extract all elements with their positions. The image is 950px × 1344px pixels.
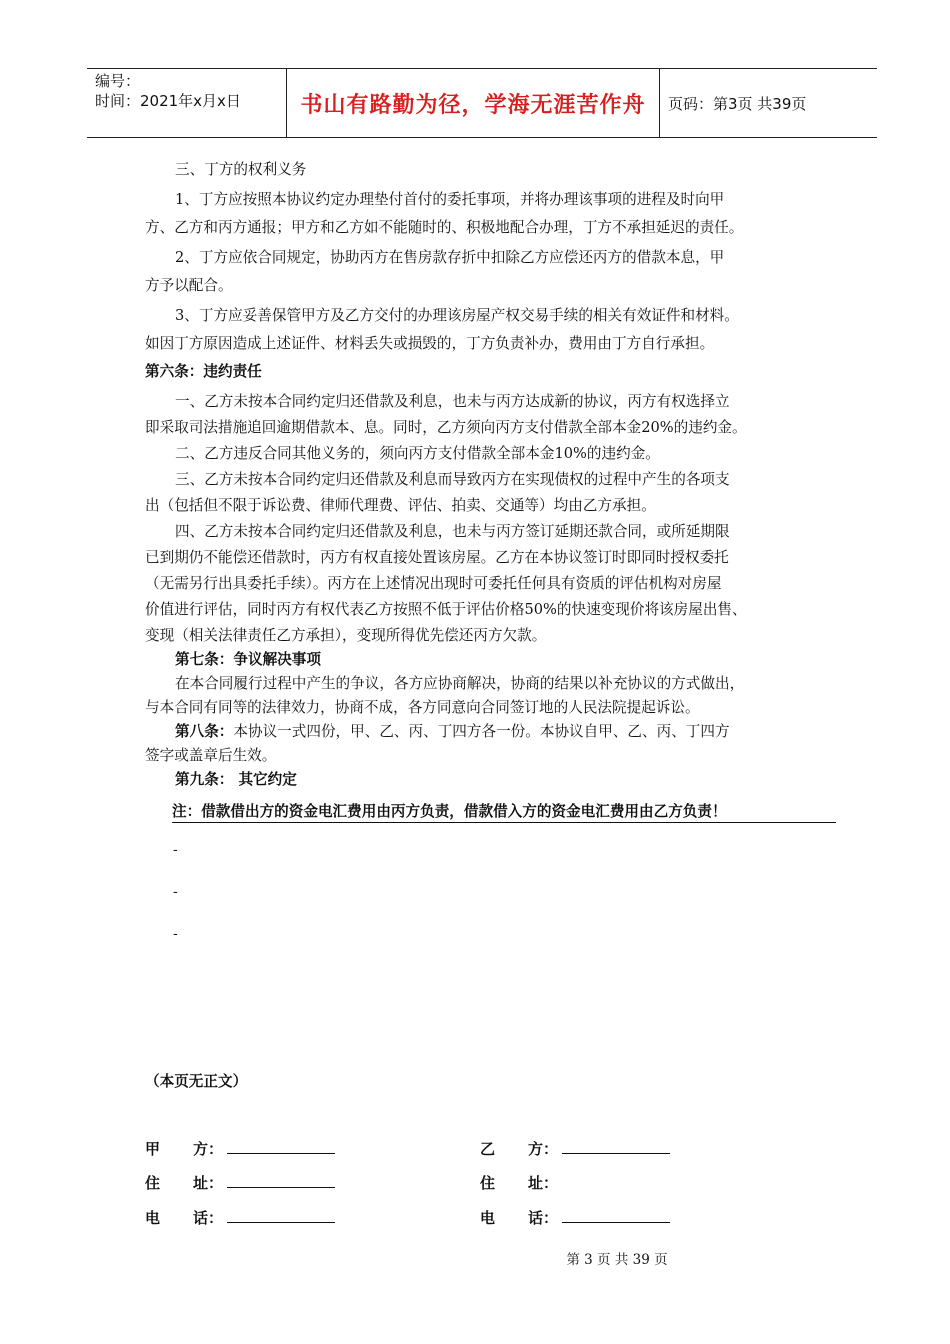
signature-phone-a: 电 话： bbox=[145, 1207, 335, 1228]
article-eight-text: 本协议一式四份，甲、乙、丙、丁四方各一份。本协议自甲、乙、丙、丁四方 bbox=[233, 723, 730, 740]
article-six-heading: 第六条：违约责任 bbox=[145, 363, 262, 380]
article-nine-heading: 第九条： 其它约定 bbox=[175, 771, 297, 788]
article-eight-line bbox=[175, 720, 730, 741]
paragraph-line: 三、乙方未按本合同约定归还借款及利息而导致丙方在实现债权的过程中产生的各项支 bbox=[175, 471, 730, 488]
page-header bbox=[87, 68, 877, 138]
party-b-blank bbox=[562, 1139, 670, 1154]
blank-line-marker: - bbox=[173, 884, 178, 900]
blank-line-marker: - bbox=[173, 926, 178, 942]
wire-fee-note: 注：借款借出方的资金电汇费用由丙方负责，借款借入方的资金电汇费用由乙方负责！ bbox=[172, 800, 836, 823]
article-seven-heading: 第七条：争议解决事项 bbox=[175, 651, 321, 668]
address-a-blank bbox=[227, 1173, 335, 1188]
phone-b-blank bbox=[562, 1208, 670, 1223]
signature-address-a: 住 址： bbox=[145, 1172, 335, 1193]
paragraph-line: 价值进行评估，同时丙方有权代表乙方按照不低于评估价格50%的快速变现价将该房屋出售、 bbox=[145, 601, 747, 618]
paragraph-line: 方予以配合。 bbox=[145, 277, 233, 294]
paragraph-line: 一、乙方未按本合同约定归还借款及利息，也未与丙方达成新的协议，丙方有权选择立 bbox=[175, 393, 730, 410]
header-motto: 书山有路勤为径，学海无涯苦作舟 bbox=[287, 69, 660, 137]
document-number: 编号： bbox=[95, 72, 141, 90]
paragraph-line: 如因丁方原因造成上述证件、材料丢失或损毁的，丁方负责补办，费用由丁方自行承担。 bbox=[145, 335, 715, 352]
paragraph-line: 签字或盖章后生效。 bbox=[145, 747, 277, 764]
party-a-blank bbox=[227, 1139, 335, 1154]
paragraph-line: 即采取司法措施追回逾期借款本、息。同时，乙方须向丙方支付借款全部本金20%的违约金。 bbox=[145, 419, 747, 436]
section-title-ding-rights: 三、丁方的权利义务 bbox=[175, 161, 307, 178]
paragraph-line: 1、丁方应按照本协议约定办理垫付首付的委托事项，并将办理该事项的进程及时向甲 bbox=[175, 191, 725, 208]
document-time: 时间：2021年x月x日 bbox=[95, 92, 241, 110]
paragraph-line: 二、乙方违反合同其他义务的，须向丙方支付借款全部本金10%的违约金。 bbox=[175, 445, 660, 462]
phone-a-blank bbox=[227, 1208, 335, 1223]
paragraph-line: （无需另行出具委托手续）。丙方在上述情况出现时可委托任何具有资质的评估机构对房屋 bbox=[145, 575, 722, 592]
paragraph-line: 四、乙方未按本合同约定归还借款及利息，也未与丙方签订延期还款合同，或所延期限 bbox=[175, 523, 730, 540]
header-page-number: 页码：第3页 共39页 bbox=[668, 94, 807, 113]
signature-party-b: 乙 方： bbox=[480, 1138, 670, 1159]
paragraph-line: 3、丁方应妥善保管甲方及乙方交付的办理该房屋产权交易手续的相关有效证件和材料。 bbox=[175, 307, 739, 324]
header-left bbox=[87, 69, 287, 137]
paragraph-line: 变现（相关法律责任乙方承担），变现所得优先偿还丙方欠款。 bbox=[145, 627, 547, 644]
paragraph-line: 方、乙方和丙方通报；甲方和乙方如不能随时的、积极地配合办理，丁方不承担延迟的责任。 bbox=[145, 219, 744, 236]
signature-phone-b: 电 话： bbox=[480, 1207, 670, 1228]
article-eight-heading: 第八条： bbox=[175, 723, 234, 740]
signature-address-b: 住 址： bbox=[480, 1174, 559, 1192]
blank-line-marker: - bbox=[173, 842, 178, 858]
no-text-notice: （本页无正文） bbox=[145, 1073, 248, 1090]
page-footer: 第 3 页 共 39 页 bbox=[566, 1252, 668, 1268]
paragraph-line: 已到期仍不能偿还借款时，丙方有权直接处置该房屋。乙方在本协议签订时即同时授权委托 bbox=[145, 549, 729, 566]
paragraph-line: 与本合同有同等的法律效力，协商不成，各方同意向合同签订地的人民法院提起诉讼。 bbox=[145, 699, 700, 716]
paragraph-line: 2、丁方应依合同规定，协助丙方在售房款存折中扣除乙方应偿还丙方的借款本息，甲 bbox=[175, 249, 725, 266]
paragraph-line: 出（包括但不限于诉讼费、律师代理费、评估、拍卖、交通等）均由乙方承担。 bbox=[145, 497, 656, 514]
paragraph-line: 在本合同履行过程中产生的争议，各方应协商解决，协商的结果以补充协议的方式做出， bbox=[175, 675, 745, 692]
signature-party-a: 甲 方： bbox=[145, 1138, 335, 1159]
